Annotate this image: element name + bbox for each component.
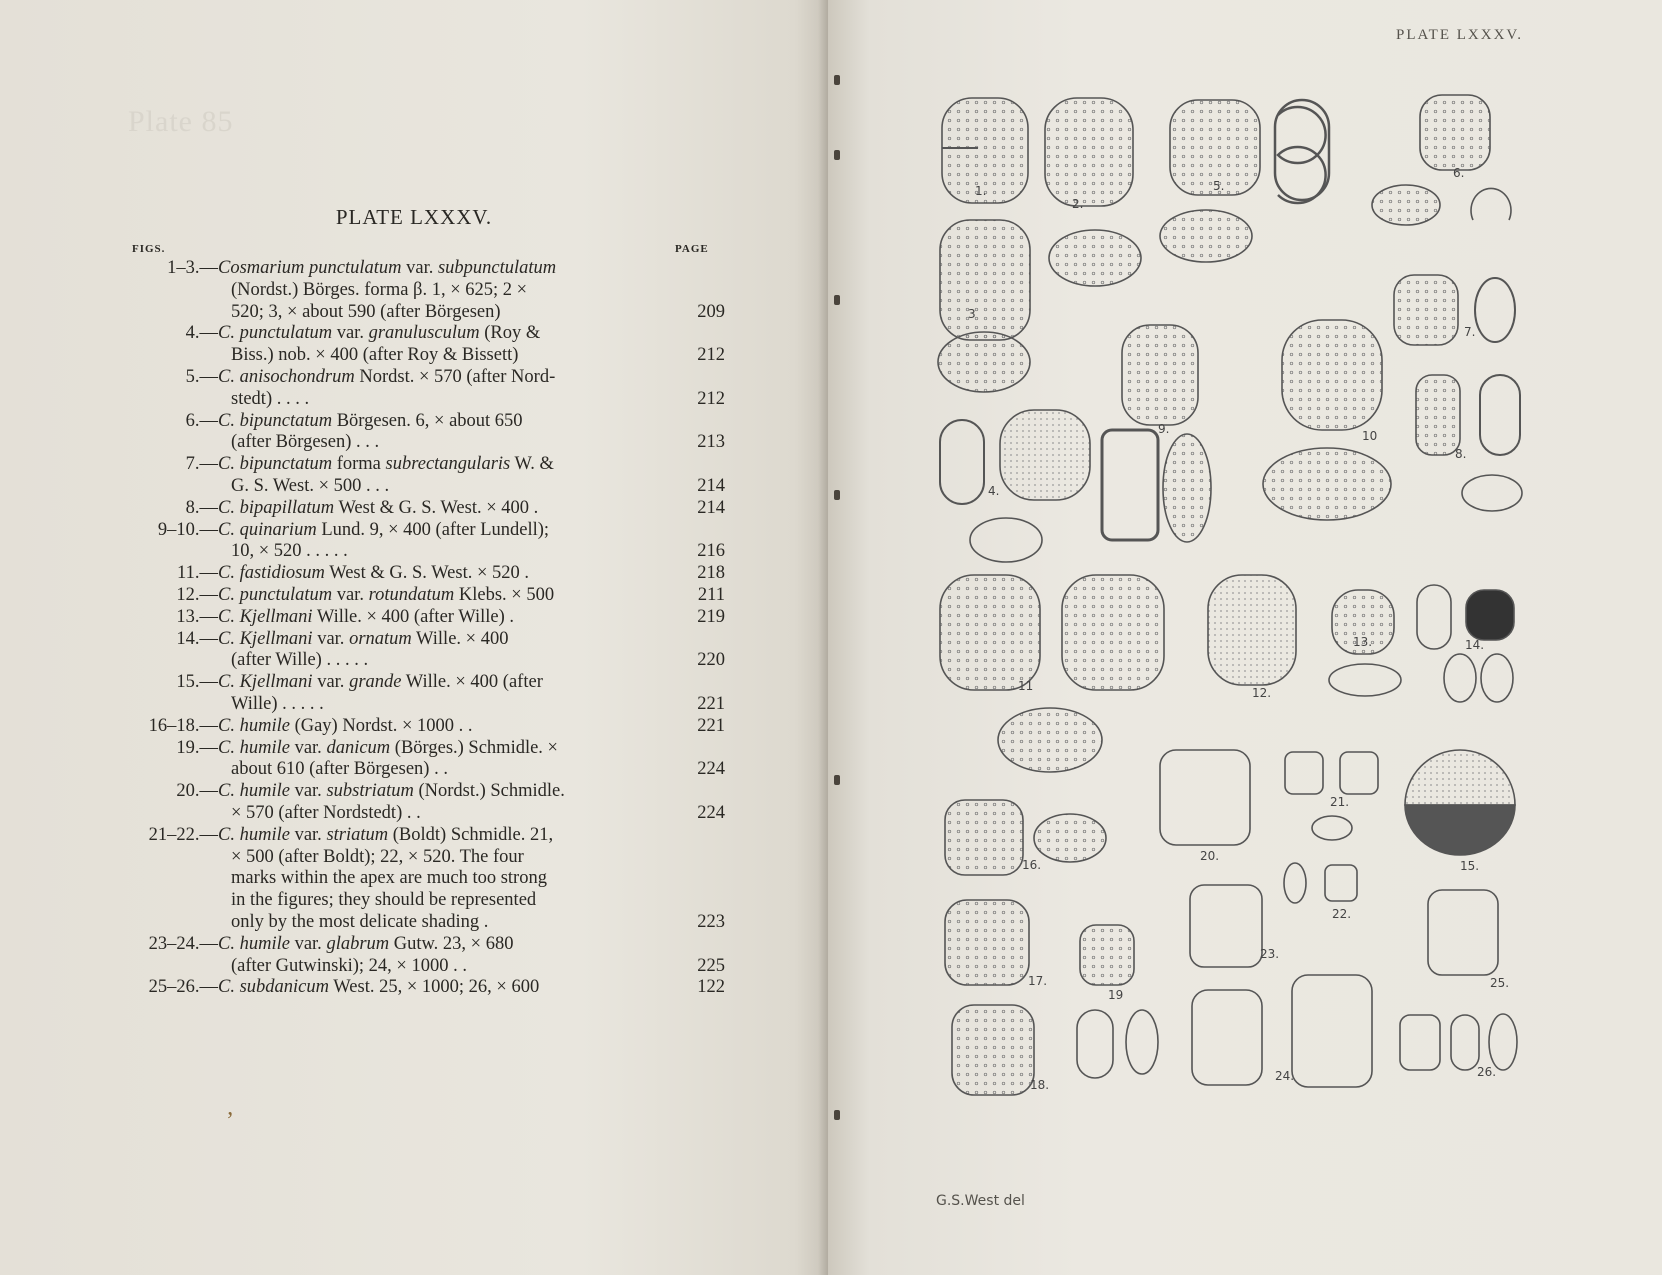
figs-column-header: FIGS. <box>132 243 166 255</box>
figure-26 <box>1400 1015 1440 1070</box>
page-number: 219 <box>697 606 725 627</box>
index-entry-line <box>132 606 725 629</box>
index-entry-line <box>132 955 725 978</box>
page-number: 211 <box>697 584 725 605</box>
figure-number: 25. <box>1490 976 1510 990</box>
entry-description: C. humile var. substriatum (Nordst.) Schmidle. <box>218 781 565 802</box>
figure-number: 12. <box>1252 686 1272 700</box>
figure-number: 19 <box>1108 988 1124 1002</box>
page-number: 122 <box>697 977 725 998</box>
figure-number: 5. <box>1213 179 1225 193</box>
entry-description: in the figures; they should be represented <box>231 890 537 911</box>
figure-range: 4.— <box>185 323 218 344</box>
entry-description: C. Kjellmani Wille. × 400 (after Wille) . <box>218 606 515 627</box>
index-entry-line <box>132 584 725 607</box>
entry-description: C. punctulatum var. granulusculum (Roy & <box>218 323 541 344</box>
index-entry-line <box>132 541 725 563</box>
entry-description: Wille) . . . . . <box>231 693 324 714</box>
illustrator-credit: G.S.West del <box>936 1193 1025 1209</box>
figure-number: 10 <box>1362 429 1378 443</box>
figure-number: 2. <box>1072 197 1084 211</box>
figure-number: 8. <box>1455 447 1467 461</box>
figure-10 <box>1282 320 1382 430</box>
entry-description: 10, × 520 . . . . . <box>231 541 348 562</box>
figure-range: 6.— <box>185 410 218 431</box>
page-number: 218 <box>697 563 725 584</box>
figure-15 <box>1405 750 1515 805</box>
figure-range: 20.— <box>176 781 218 802</box>
entry-description: Biss.) nob. × 400 (after Roy & Bissett) <box>231 345 519 366</box>
figure-range: 16–18.— <box>148 715 218 736</box>
entry-description: C. bipunctatum forma subrectangularis W. & <box>218 454 554 475</box>
figure-range: 1–3.— <box>167 258 218 278</box>
figure-3 <box>940 220 1030 340</box>
figure-range: 11.— <box>177 563 218 584</box>
binding-stitch <box>834 490 840 500</box>
index-entry-line <box>132 715 725 738</box>
figure-range: 8.— <box>185 497 218 518</box>
figure-number: 24. <box>1275 1069 1295 1083</box>
figure-number: 11 <box>1018 679 1034 693</box>
entry-description: × 570 (after Nordstedt) . . <box>231 802 421 823</box>
entry-description: stedt) . . . . <box>231 388 310 409</box>
entry-description: C. Kjellmani var. ornatum Wille. × 400 <box>218 628 509 649</box>
index-entry-line <box>132 258 717 280</box>
page-number: 209 <box>697 301 725 322</box>
left-page <box>0 0 828 1275</box>
index-entry-line <box>132 563 725 585</box>
page-number: 213 <box>697 432 725 453</box>
figure-18 <box>952 1005 1034 1095</box>
figure-number: 14. <box>1465 638 1485 652</box>
entry-description: only by the most delicate shading . <box>231 911 489 932</box>
entry-description: C. humile var. danicum (Börges.) Schmidle. × <box>218 737 558 758</box>
index-entry-line <box>132 847 717 869</box>
pencil-mark: ʼ <box>226 1108 234 1134</box>
figure-range: 7.— <box>185 454 218 475</box>
entry-description: Cosmarium punctulatum var. subpunctulatum <box>218 258 557 278</box>
entry-description: C. quinarium Lund. 9, × 400 (after Lundell); <box>218 519 550 540</box>
figure-17 <box>945 900 1029 985</box>
figure-number: 16. <box>1022 858 1042 872</box>
index-entry-line <box>132 890 717 912</box>
figure-11 <box>940 575 1040 690</box>
figure-range: 19.— <box>176 737 218 758</box>
index-entry-line <box>132 323 717 345</box>
entry-description: C. humile var. glabrum Gutw. 23, × 680 <box>218 933 514 954</box>
index-entry-line <box>132 759 725 781</box>
figure-number: 20. <box>1200 849 1220 863</box>
entry-description: C. humile var. striatum (Boldt) Schmidle. 21, <box>218 824 554 845</box>
figure-range: 12.— <box>176 584 218 605</box>
binding-stitch <box>834 75 840 85</box>
page-number: 214 <box>697 475 725 496</box>
figure-2 <box>1045 98 1133 206</box>
index-entry-line <box>132 825 717 847</box>
entry-description: C. bipunctatum Börgesen. 6, × about 650 <box>218 410 523 431</box>
figure-number: 17. <box>1028 974 1048 988</box>
figure-4 <box>1000 410 1090 500</box>
figure-25 <box>1428 890 1498 975</box>
figure-22 <box>1325 865 1357 901</box>
index-entry-line <box>132 280 717 302</box>
index-entry-line <box>132 868 717 890</box>
index-entry-line <box>132 650 725 672</box>
index-entry-line <box>132 388 725 411</box>
figure-23 <box>1190 885 1262 967</box>
figure-16 <box>945 800 1023 875</box>
entry-description: (after Gutwinski); 24, × 1000 . . <box>231 955 467 976</box>
figure-number: 18. <box>1030 1078 1050 1092</box>
figure-range: 14.— <box>176 628 218 649</box>
page-number: 220 <box>697 650 725 671</box>
index-entry-line <box>132 497 725 520</box>
page-number: 214 <box>697 497 725 518</box>
index-entry-line <box>132 629 717 651</box>
desmid-illustrations <box>900 80 1560 1170</box>
index-entry-line <box>132 781 717 803</box>
entry-description: marks within the apex are much too strong <box>231 868 547 889</box>
figure-24 <box>1192 990 1262 1085</box>
entry-description: C. humile (Gay) Nordst. × 1000 . . <box>218 715 473 736</box>
binding-stitch <box>834 775 840 785</box>
entry-description: C. bipapillatum West & G. S. West. × 400 . <box>218 497 539 518</box>
page-number: 221 <box>697 693 725 714</box>
index-entry-line <box>132 475 725 498</box>
figure-range: 25–26.— <box>148 977 218 998</box>
index-entry-line <box>132 738 717 760</box>
binding-stitch <box>834 1110 840 1120</box>
page-number: 224 <box>697 759 725 780</box>
figure-20 <box>1160 750 1250 845</box>
plate-header: PLATE LXXXV. <box>1396 27 1524 43</box>
entry-description: about 610 (after Börgesen) . . <box>231 759 448 780</box>
page-number: 223 <box>697 911 725 932</box>
ghost-bleed-text: Plate 85 <box>128 105 234 138</box>
figure-number: 23. <box>1260 947 1280 961</box>
index-entry-line <box>132 411 717 433</box>
figure-number: 22. <box>1332 907 1352 921</box>
index-entry-line <box>132 432 725 454</box>
figure-21 <box>1285 752 1323 794</box>
index-entry-line <box>132 454 717 476</box>
entry-description: G. S. West. × 500 . . . <box>231 475 390 496</box>
figure-6 <box>1420 95 1490 170</box>
figure-number: 9. <box>1158 422 1170 436</box>
index-entry-line <box>132 520 717 542</box>
page-number: 212 <box>697 345 725 366</box>
figure-19 <box>1080 925 1134 985</box>
figure-range: 23–24.— <box>148 933 218 954</box>
entry-description: (Nordst.) Börges. forma β. 1, × 625; 2 × <box>231 279 528 300</box>
entry-description: × 500 (after Boldt); 22, × 520. The four <box>231 846 524 867</box>
index-entry-line <box>132 693 725 716</box>
entry-description: C. anisochondrum Nordst. × 570 (after Nord- <box>218 366 556 387</box>
binding-stitch <box>834 295 840 305</box>
page-number: 212 <box>697 388 725 409</box>
figure-range: 21–22.— <box>148 824 218 845</box>
page-number: 216 <box>697 541 725 562</box>
entry-description: (after Wille) . . . . . <box>231 650 369 671</box>
figure-14 <box>1466 590 1514 640</box>
index-entry-line <box>132 802 725 825</box>
figure-number: 15. <box>1460 859 1480 873</box>
figure-number: 4. <box>988 484 1000 498</box>
figure-number: 21. <box>1330 795 1350 809</box>
figure-8 <box>1416 375 1460 455</box>
page-number: 224 <box>697 802 725 823</box>
figure-number: 7. <box>1464 325 1476 339</box>
figure-number: 6. <box>1453 166 1465 180</box>
entry-description: C. punctulatum var. rotundatum Klebs. × 500 <box>218 584 555 605</box>
plate-index-list <box>132 258 725 999</box>
plate-title: PLATE LXXXV. <box>335 205 493 229</box>
index-entry-line <box>132 301 725 324</box>
figure-number: 1. <box>975 184 987 198</box>
figure-12 <box>1208 575 1296 685</box>
index-entry-line <box>132 977 725 999</box>
figure-range: 15.— <box>176 672 218 693</box>
index-entry-line <box>132 345 725 367</box>
entry-description: C. subdanicum West. 25, × 1000; 26, × 600 <box>218 977 540 998</box>
figure-number: 26. <box>1477 1065 1497 1079</box>
entry-description: 520; 3, × about 590 (after Börgesen) <box>231 301 501 322</box>
figure-number: 13. <box>1353 635 1373 649</box>
entry-description: (after Börgesen) . . . <box>231 432 380 453</box>
figure-9 <box>1122 325 1198 425</box>
index-entry-line <box>132 367 717 389</box>
figure-7 <box>1394 275 1458 345</box>
entry-description: C. Kjellmani var. grande Wille. × 400 (after <box>218 672 543 693</box>
entry-description: C. fastidiosum West & G. S. West. × 520 . <box>218 563 530 584</box>
page-number: 221 <box>697 715 725 736</box>
figure-number: 3 <box>968 307 976 321</box>
figure-range: 5.— <box>185 366 218 387</box>
figure-range: 13.— <box>176 606 218 627</box>
binding-stitch <box>834 150 840 160</box>
index-entry-line <box>132 672 717 694</box>
index-entry-line <box>132 911 725 934</box>
page-column-header: PAGE <box>675 243 709 255</box>
index-entry-line <box>132 934 717 956</box>
figure-range: 9–10.— <box>157 519 218 540</box>
page-number: 225 <box>697 955 725 976</box>
